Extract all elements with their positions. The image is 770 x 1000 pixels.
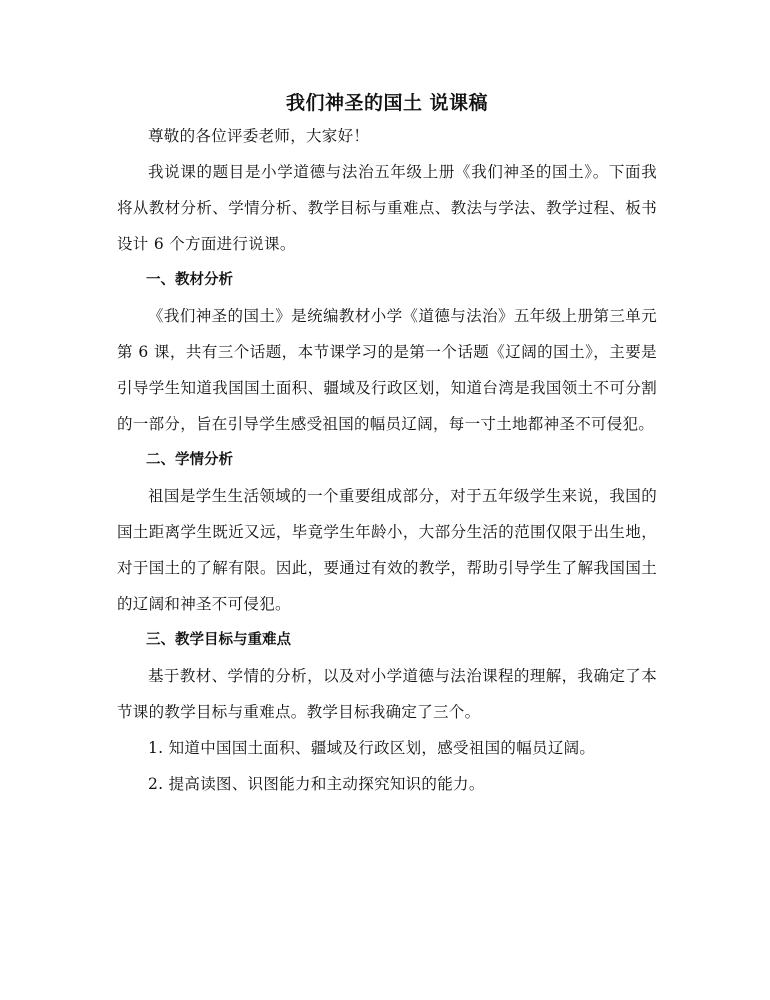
teaching-goals-paragraph: 基于教材、学情的分析，以及对小学道德与法治课程的理解，我确定了本节课的教学目标与重难点。教学目标我确定了三个。: [117, 667, 657, 721]
page-title: 我们神圣的国土 说课稿: [285, 92, 489, 114]
goal-item-2: 2. 提高读图、识图能力和主动探究知识的能力。: [148, 775, 485, 793]
section-heading-textbook-analysis: 一、教材分析: [146, 272, 233, 288]
greeting-paragraph: 尊敬的各位评委老师，大家好！: [148, 127, 370, 145]
section-heading-teaching-goals: 三、教学目标与重难点: [146, 632, 291, 648]
intro-paragraph: 我说课的题目是小学道德与法治五年级上册《我们神圣的国土》。下面我将从教材分析、学情分析、教学目标与重难点、教法与学法、教学过程、板书设计 6 个方面进行说课。: [117, 163, 657, 253]
student-analysis-paragraph: 祖国是学生生活领域的一个重要组成部分，对于五年级学生来说，我国的国土距离学生既近又远，毕竟学生年龄小，大部分生活的范围仅限于出生地，对于国土的了解有限。因此，要通过有效的教学，帮助引导学生了解我国国土的辽阔和神圣不可侵犯。: [117, 487, 657, 613]
section-heading-student-analysis: 二、学情分析: [146, 452, 233, 468]
document-page: [117, 88, 657, 802]
goal-item-1: 1. 知道中国国土面积、疆域及行政区划，感受祖国的幅员辽阔。: [148, 739, 596, 757]
textbook-analysis-paragraph: 《我们神圣的国土》是统编教材小学《道德与法治》五年级上册第三单元第 6 课，共有三个话题，本节课学习的是第一个话题《辽阔的国土》，主要是引导学生知道我国国土面积、疆域及行政区划，知道台湾是我国领土不可分割的一部分，旨在引导学生感受祖国的幅员辽阔，每一寸土地都神圣不可侵犯。: [117, 307, 657, 433]
